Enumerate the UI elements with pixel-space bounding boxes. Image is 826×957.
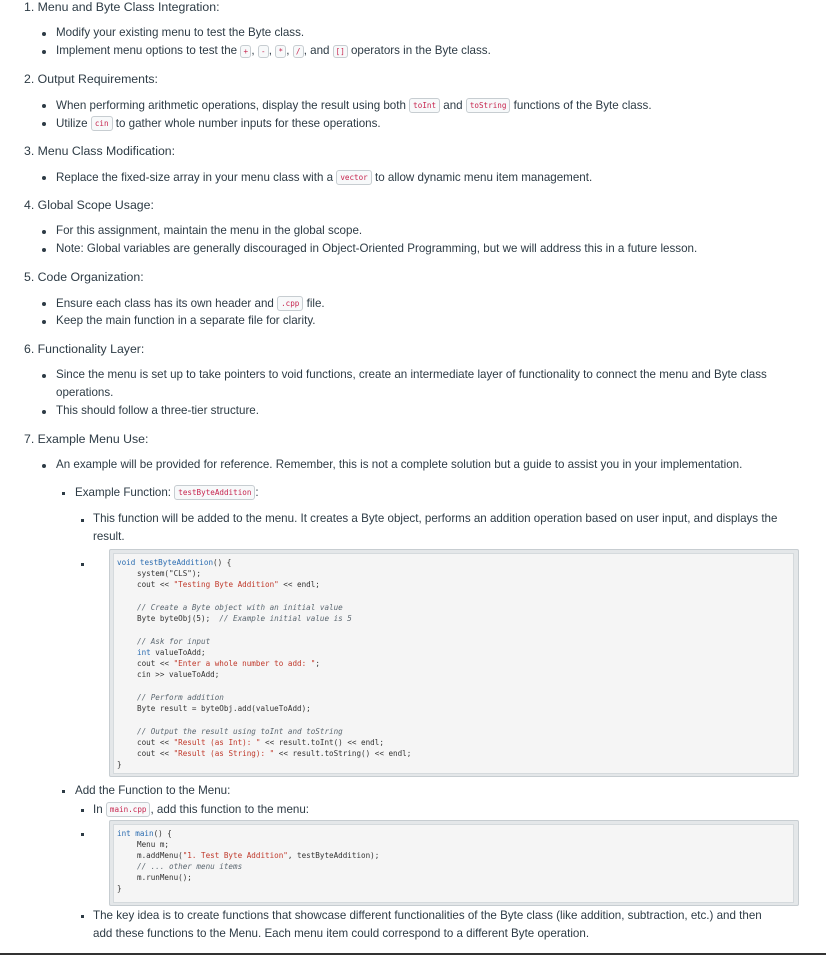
s6-bullet-1-line1: Since the menu is set up to take pointers to void functions, create an intermediate layer of functionality to connect the menu and Byte class xyxy=(56,368,767,381)
s2-b1-pre: When performing arithmetic operations, display the result using both xyxy=(56,99,406,112)
bottom-divider xyxy=(0,953,826,955)
section-5-title: 5. Code Organization: xyxy=(24,270,144,284)
section-2-title: 2. Output Requirements: xyxy=(24,72,158,86)
s2-b2-post: to gather whole number inputs for these operations. xyxy=(115,117,381,130)
s5-b1-pre: Ensure each class has its own header and xyxy=(56,297,274,310)
s1-b2-and: and xyxy=(310,44,330,57)
bullet xyxy=(42,410,46,414)
bullet xyxy=(81,809,84,812)
key-idea-line2: add these functions to the Menu. Each menu item could correspond to a different Byte operation. xyxy=(93,927,590,940)
bullet xyxy=(42,248,46,252)
code-comment: // Output the result using toInt and toString xyxy=(137,727,343,736)
op-plus-code: + xyxy=(240,45,251,58)
code-comment: // Create a Byte object with an initial value xyxy=(137,603,343,612)
s5-bullet-1 xyxy=(56,296,325,311)
s6-bullet-1-line2: operations. xyxy=(56,386,114,399)
s5-bullet-2: Keep the main function in a separate file for clarity. xyxy=(56,314,316,327)
in-pre: In xyxy=(93,803,103,816)
op-divide-code: / xyxy=(293,45,304,58)
code2-line-2: Menu m; xyxy=(137,840,170,849)
code-comment: // Perform addition xyxy=(137,693,224,702)
code-line-15: } xyxy=(117,760,122,769)
op-multiply-code: * xyxy=(275,45,286,58)
s4-bullet-1: For this assignment, maintain the menu in the global scope. xyxy=(56,224,363,237)
bullet xyxy=(42,50,46,54)
vector-code: vector xyxy=(336,170,371,185)
bullet xyxy=(81,563,84,566)
s3-bullet-1 xyxy=(56,170,592,185)
s1-bullet-2: Implement menu options to test the + , - , * , / , and [] operators in the Byte class. xyxy=(56,44,491,57)
code-line-9: cin >> valueToAdd; xyxy=(137,670,220,679)
s2-b1-and: and xyxy=(443,99,463,112)
bullet xyxy=(42,320,46,324)
bullet xyxy=(42,176,46,180)
code2-line-1: int main() { xyxy=(117,829,172,838)
code2-line-6: } xyxy=(117,884,122,893)
code-comment: // ... other menu items xyxy=(137,862,243,871)
bullet xyxy=(42,464,46,468)
code-comment: // Ask for input xyxy=(137,637,211,646)
code-line-14: cout << "Result (as String): " << result.toString() << endl; xyxy=(137,749,412,758)
code2-line-5: m.runMenu(); xyxy=(137,873,192,882)
s5-b1-post: file. xyxy=(306,297,325,310)
example-desc-line2: result. xyxy=(93,530,125,543)
code-line-13: cout << "Result (as Int): " << result.toInt() << endl; xyxy=(137,738,384,747)
bullet xyxy=(62,790,65,793)
s2-bullet-1 xyxy=(56,98,652,113)
cpp-code: .cpp xyxy=(277,296,303,311)
s1-b2-post: operators in the Byte class. xyxy=(350,44,491,57)
s2-b1-post: functions of the Byte class. xyxy=(513,99,652,112)
bullet xyxy=(42,32,46,36)
bullet xyxy=(42,302,46,306)
section-6-title: 6. Functionality Layer: xyxy=(24,342,145,356)
bullet xyxy=(42,104,46,108)
section-7-title: 7. Example Menu Use: xyxy=(24,432,149,446)
s3-b1-pre: Replace the fixed-size array in your menu class with a xyxy=(56,171,334,184)
s3-b1-post: to allow dynamic menu item management. xyxy=(375,171,593,184)
bullet xyxy=(42,122,46,126)
testbyteaddition-code: testByteAddition xyxy=(174,485,255,500)
bullet xyxy=(81,519,84,522)
toint-code: toInt xyxy=(409,98,440,113)
cin-code: cin xyxy=(91,116,113,131)
main-cpp-code: main.cpp xyxy=(106,802,151,817)
op-minus-code: - xyxy=(258,45,269,58)
code2-line-3: m.addMenu("1. Test Byte Addition", testByteAddition); xyxy=(137,851,380,860)
section-3-title: 3. Menu Class Modification: xyxy=(24,144,176,158)
s2-b2-pre: Utilize xyxy=(56,117,88,130)
code-line-2: system("CLS"); xyxy=(137,569,202,578)
section-4-title: 4. Global Scope Usage: xyxy=(24,198,154,212)
code-line-7: int valueToAdd; xyxy=(137,648,206,657)
bullet xyxy=(81,915,84,918)
bullet xyxy=(42,230,46,234)
bullet xyxy=(62,492,65,495)
s6-bullet-2: This should follow a three-tier structure. xyxy=(56,404,259,417)
example-function-label: Example Function: xyxy=(75,486,172,499)
code-line-1: void testByteAddition() { xyxy=(117,558,232,567)
code-line-11: Byte result = byteObj.add(valueToAdd); xyxy=(137,704,311,713)
section-1-title: 1. Menu and Byte Class Integration: xyxy=(24,0,220,14)
add-function-title: Add the Function to the Menu: xyxy=(75,784,231,797)
op-index-code: [] xyxy=(333,45,348,58)
bullet xyxy=(42,374,46,378)
example-function-line xyxy=(75,485,259,500)
key-idea-line1: The key idea is to create functions that showcase different functionalities of the Byte class (like addition, subtraction, etc.) and then xyxy=(93,909,762,922)
s4-bullet-2: Note: Global variables are generally discouraged in Object-Oriented Programming, but we will address this in a future lesson. xyxy=(56,242,698,255)
s1-b2-pre: Implement menu options to test the xyxy=(56,44,238,57)
example-colon: : xyxy=(255,486,259,499)
in-main-cpp-line xyxy=(93,802,309,817)
code-line-3: cout << "Testing Byte Addition" << endl; xyxy=(137,580,320,589)
s7-bullet-1: An example will be provided for reference. Remember, this is not a complete solution but a guide to assist you in your implementation. xyxy=(56,458,743,471)
code-line-5: Byte byteObj(5); // Example initial value is 5 xyxy=(137,614,352,623)
bullet xyxy=(81,833,84,836)
s1-bullet-1: Modify your existing menu to test the Byte class. xyxy=(56,26,305,39)
example-desc-line1: This function will be added to the menu. It creates a Byte object, performs an addition operation based on user input, and displays the xyxy=(93,512,778,525)
tostring-code: toString xyxy=(466,98,511,113)
in-post: , add this function to the menu: xyxy=(150,803,310,816)
s2-bullet-2 xyxy=(56,116,381,131)
code-line-8: cout << "Enter a whole number to add: "; xyxy=(137,659,320,668)
